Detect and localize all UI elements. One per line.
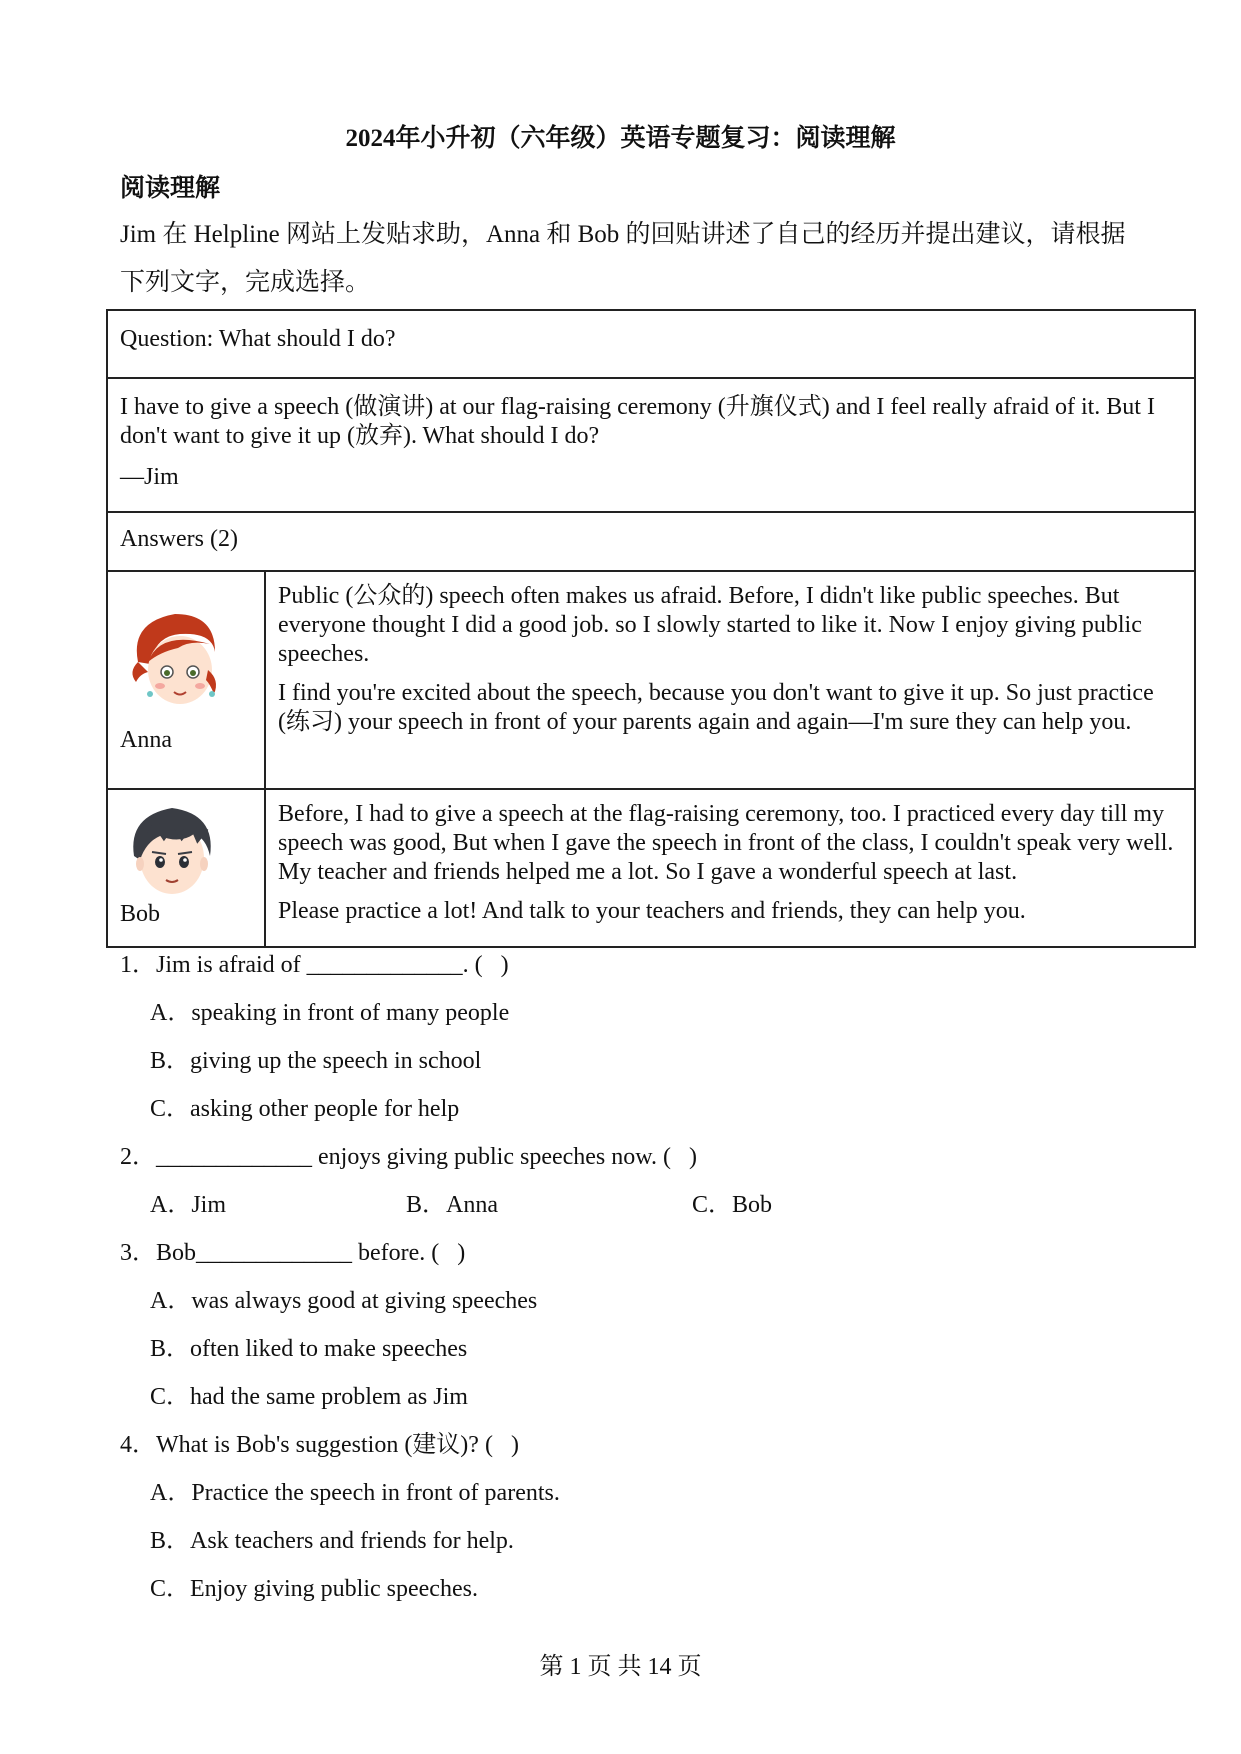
anna-name: Anna [120, 727, 172, 753]
answers-header: Answers (2) [120, 526, 238, 552]
forum-passage-table [106, 309, 1196, 948]
forum-signature: —Jim [120, 464, 179, 490]
bob-paragraph-2: Please practice a lot! And talk to your teachers and friends, they can help you. [278, 898, 1026, 924]
anna-paragraph-1: Public (公众的) speech often makes us afraid. Before, I didn't like public speeches. But everyone thought I did a good job. so I slowly started to like it. Now I enjoy giving public speeches. [278, 583, 1142, 667]
question-2-option-b[interactable]: B．Anna [406, 1192, 498, 1218]
question-2-option-c[interactable]: C．Bob [692, 1192, 773, 1218]
section-heading: 阅读理解 [120, 175, 221, 202]
answers-header-cell [107, 512, 1195, 571]
forum-message: I have to give a speech (做演讲) at our flag-raising ceremony (升旗仪式) and I feel really afraid of it. But I don't want to give it up (放弃). What should I do? [120, 394, 1155, 449]
bob-answer-cell [265, 789, 1195, 947]
page-footer: 第 1 页 共 14 页 [539, 1654, 702, 1680]
question-1-option-a[interactable]: A．speaking in front of many people [150, 1000, 510, 1026]
bob-avatar-cell [107, 789, 265, 947]
question-4: 4．What is Bob's suggestion (建议)? ( ) [120, 1432, 519, 1458]
question-4-option-b[interactable]: B．Ask teachers and friends for help. [150, 1528, 514, 1554]
anna-avatar-icon [120, 602, 230, 712]
intro-line-2: 下列文字，完成选择。 [120, 269, 371, 296]
intro-line-1: Jim 在 Helpline 网站上发贴求助，Anna 和 Bob 的回贴讲述了自己的经历并提出建议，请根据 [120, 221, 1126, 248]
anna-avatar-cell [107, 571, 265, 789]
anna-paragraph-2: I find you're excited about the speech, because you don't want to give it up. So just practice (练习) your speech in front of your parents again and again—I'm sure they can help you. [278, 680, 1154, 735]
question-3: 3．Bob_____________ before. ( ) [120, 1240, 466, 1266]
bob-paragraph-1: Before, I had to give a speech at the flag-raising ceremony, too. I practiced every day till my speech was good, But when I gave the speech in front of the class, I couldn't speak very well. My teacher and friends helped me a lot. So I gave a wonderful speech at last. [278, 801, 1174, 885]
question-4-option-a[interactable]: A．Practice the speech in front of parents. [150, 1480, 560, 1506]
forum-question-cell [107, 310, 1195, 378]
page-title: 2024年小升初（六年级）英语专题复习：阅读理解 [345, 125, 896, 152]
question-2: 2．_____________ enjoys giving public speeches now. ( ) [120, 1144, 698, 1170]
anna-answer-cell [265, 571, 1195, 789]
forum-question: Question: What should I do? [120, 326, 396, 352]
bob-name: Bob [120, 901, 161, 927]
question-2-option-a[interactable]: A．Jim [150, 1192, 227, 1218]
forum-message-cell [107, 378, 1195, 512]
question-1-option-c[interactable]: C．asking other people for help [150, 1096, 460, 1122]
question-3-option-a[interactable]: A．was always good at giving speeches [150, 1288, 538, 1314]
question-3-option-b[interactable]: B．often liked to make speeches [150, 1336, 468, 1362]
question-3-option-c[interactable]: C．had the same problem as Jim [150, 1384, 468, 1410]
question-1-option-b[interactable]: B．giving up the speech in school [150, 1048, 482, 1074]
bob-avatar-icon [120, 798, 224, 902]
question-4-option-c[interactable]: C．Enjoy giving public speeches. [150, 1576, 478, 1602]
question-1: 1．Jim is afraid of _____________. ( ) [120, 952, 509, 978]
